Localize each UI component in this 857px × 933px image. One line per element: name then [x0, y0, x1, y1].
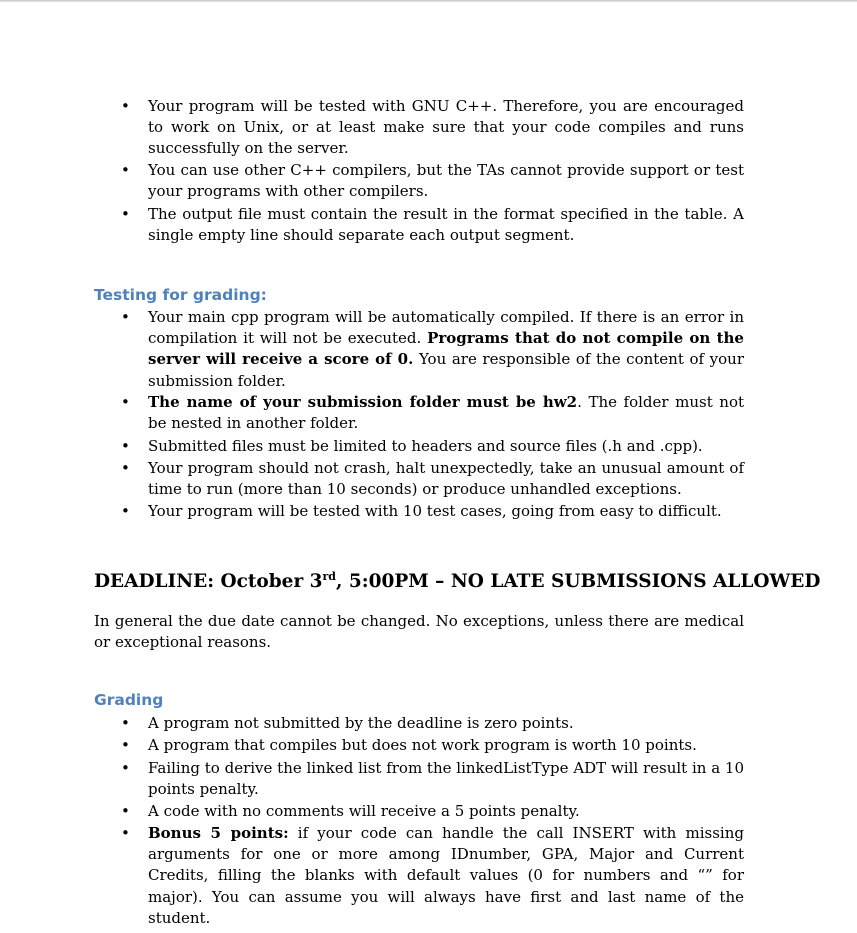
bold-text: The name of your submission folder must be hw2: [148, 393, 578, 411]
list-item: [148, 823, 744, 929]
list-item: • Submitted files must be limited to headers and source files (.h and .cpp).: [148, 436, 744, 457]
list-item: • Your program will be tested with 10 test cases, going from easy to difficult.: [148, 501, 744, 522]
list-item: [148, 307, 744, 392]
deadline-ordinal: rd: [322, 570, 337, 583]
text: You are responsible of the content of your submission folder.: [148, 350, 744, 390]
list-item: • Failing to derive the linked list from the linkedListType ADT will result in a 10 points penalty.: [148, 758, 744, 800]
text: if your code can handle the call INSERT with missing arguments for one or more among IDnumber, GPA, Major and Current Credits, filling the blanks with default values (0 for numbers and “” for major). You can assume you will always have first and last name of the student.: [148, 824, 744, 927]
grading-heading: Grading: [94, 691, 164, 709]
list-item: • You can use other C++ compilers, but the TAs cannot provide support or test your programs with other compilers.: [148, 160, 744, 202]
deadline-heading: [94, 565, 820, 594]
deadline-text-rest: , 5:00PM – NO LATE SUBMISSIONS ALLOWED: [336, 571, 821, 593]
list-item: [148, 392, 744, 434]
deadline-text: DEADLINE: October 3: [94, 571, 323, 593]
bold-text: Bonus 5 points:: [148, 824, 289, 842]
bold-text: Programs that do not compile on the server will receive a score of 0.: [148, 329, 744, 369]
list-item: • Your program should not crash, halt unexpectedly, take an unusual amount of time to run (more than 10 seconds) or produce unhandled exceptions.: [148, 458, 744, 500]
text: . The folder must not be nested in another folder.: [148, 393, 744, 433]
list-item: • The output file must contain the result in the format specified in the table. A single empty line should separate each output segment.: [148, 204, 744, 246]
testing-heading: Testing for grading:: [94, 286, 267, 304]
list-item: • A program that compiles but does not work program is worth 10 points.: [148, 735, 744, 756]
list-item: • Your program will be tested with GNU C++. Therefore, you are encouraged to work on Unix, or at least make sure that your code compiles and runs successfully on the server.: [148, 96, 744, 160]
page-top-border: [0, 0, 857, 2]
general-paragraph: In general the due date cannot be changed. No exceptions, unless there are medical or exceptional reasons.: [94, 612, 744, 652]
text: Your main cpp program will be automatically compiled. If there is an error in compilation it will not be executed.: [148, 308, 744, 348]
list-item: • A program not submitted by the deadline is zero points.: [148, 713, 744, 734]
list-item: • A code with no comments will receive a 5 points penalty.: [148, 801, 744, 822]
